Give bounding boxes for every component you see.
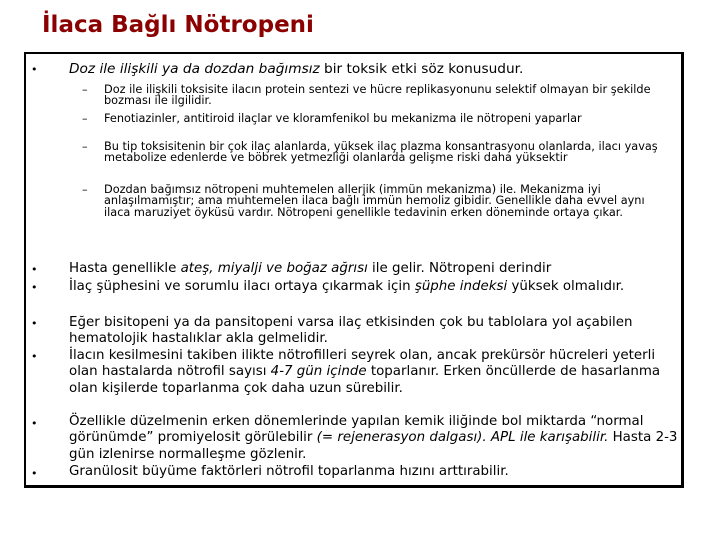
sub-item: Dozdan bağımsız nötropeni muhtemelen allerjik (immün mekanizma) ile. Mekanizma iyi anlaşılmamıştır; ama muhtemelen ilaca bağlı immün hemoliz gibidir. Genellikle daha evvel aynı ilaca maruziyet öyküsü vardır. Nötropeni genellikle tedavinin erken döneminde ortaya çıkar. [104, 183, 645, 219]
bullet-item: Granülosit büyüme faktörleri nötrofil toparlanma hızını arttırabilir. [69, 464, 509, 479]
bullet-item [69, 348, 686, 397]
bullet-marker: • [31, 417, 38, 430]
bullet-emphasis: şüphe indeksi [414, 279, 508, 294]
dash-marker: – [82, 183, 88, 196]
bullet-text: Hasta genellikle [69, 261, 181, 276]
page-title: İlaca Bağlı Nötropeni [42, 12, 314, 38]
bullet-item: Eğer bisitopeni ya da pansitopeni varsa ilaç etkisinden çok bu tablolara yol açabilen hematolojik hastalıklar akla gelmelidir. [69, 315, 633, 347]
bullet-marker: • [31, 350, 38, 363]
sub-item: Fenotiazinler, antitiroid ilaçlar ve kloramfenikol bu mekanizma ile nötropeni yaparlar [104, 112, 582, 125]
bullet-marker: • [31, 467, 38, 480]
bullet-emphasis: ateş, miyalji ve boğaz ağrısı [180, 261, 368, 276]
bullet-item [69, 261, 686, 277]
intro-italic: Doz ile ilişkili ya da dozdan bağımsız [69, 61, 320, 77]
bullet-text: ile gelir. Nötropeni derindir [367, 261, 552, 276]
bullet-item [69, 414, 686, 463]
intro-rest: bir toksik etki söz konusudur. [319, 61, 524, 77]
bullet-item [69, 279, 686, 295]
intro-text [69, 61, 686, 77]
bullet-text: Özellikle düzelmenin erken dönemlerinde yapılan kemik iliğinde bol miktarda “normal görünümde” promiyelosit görülebilir [69, 414, 644, 446]
bullet-marker: • [31, 263, 38, 276]
bullet-text: Hasta 2-3 gün izlenirse normalleşme gözlenir. [69, 430, 678, 462]
bullet-emphasis: (= rejenerasyon dalgası). APL ile karışabilir. [316, 430, 609, 446]
bullet-marker: • [31, 317, 38, 330]
sub-item: Doz ile ilişkili toksisite ilacın protein sentezi ve hücre replikasyonunu selektif olmayan bir şekilde bozması ile ilgilidir. [104, 83, 651, 108]
bullet-text: İlaç şüphesini ve sorumlu ilacı ortaya çıkarmak için [69, 279, 415, 294]
bullet-text: yüksek olmalıdır. [507, 279, 625, 294]
bullet-emphasis: 4-7 gün içinde [270, 364, 367, 380]
sub-item: Bu tip toksisitenin bir çok ilaç alanlarda, yüksek ilaç plazma konsantrasyonu olanlarda, ilacı yavaş metabolize edenlerde ve böbrek yetmezliği olanlarda gelişme riski daha yüksektir [104, 140, 658, 165]
bullet-text: İlacın kesilmesini takiben ilikte nötrofilleri seyrek olan, ancak prekürsör hücreleri yeterli olan hastalarda nötrofil sayısı [69, 348, 656, 380]
bullet-text: toparlanır. Erken öncüllerde de hasarlanma olan kişilerde toparlanma çok daha uzun sürebilir. [69, 364, 661, 396]
dash-marker: – [82, 83, 88, 96]
dash-marker: – [82, 140, 88, 153]
dash-marker: – [82, 112, 88, 125]
bullet-marker: • [31, 63, 38, 76]
bullet-marker: • [31, 281, 38, 294]
